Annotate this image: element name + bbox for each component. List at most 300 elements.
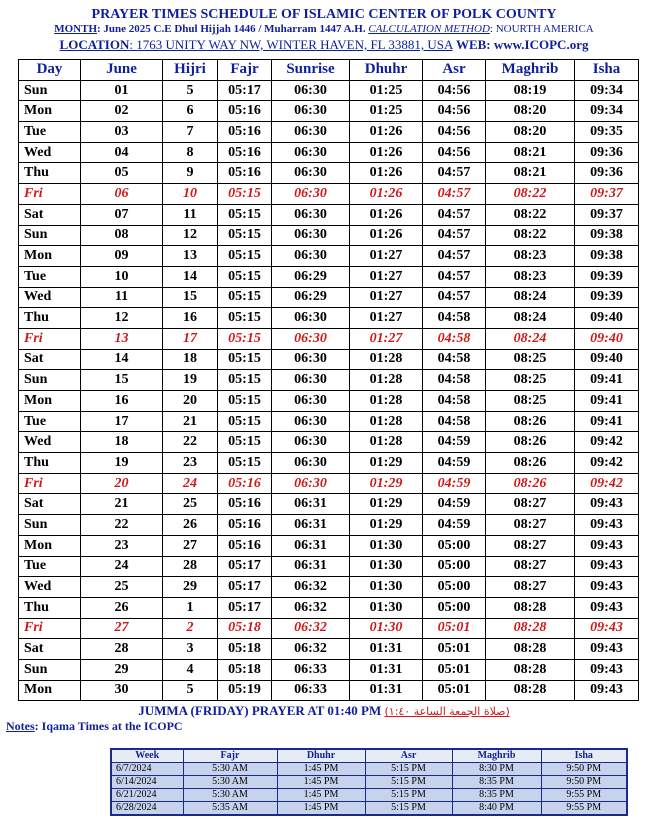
cell-june: 29 bbox=[81, 659, 163, 680]
cell-isha: 09:43 bbox=[575, 577, 639, 598]
cell-hijri: 22 bbox=[163, 432, 218, 453]
cell-dhuhr: 01:30 bbox=[350, 556, 423, 577]
cell-fajr: 05:16 bbox=[218, 494, 272, 515]
cell-hijri: 18 bbox=[163, 349, 218, 370]
jumma-note bbox=[0, 703, 648, 719]
cell-day: Mon bbox=[19, 391, 81, 412]
table-row bbox=[19, 432, 639, 453]
cell-maghrib: 08:23 bbox=[486, 246, 575, 267]
cell-maghrib: 08:26 bbox=[486, 411, 575, 432]
cell-day: Thu bbox=[19, 163, 81, 184]
cell-isha: 09:43 bbox=[575, 515, 639, 536]
cell-fajr: 05:15 bbox=[218, 432, 272, 453]
cell-day: Tue bbox=[19, 411, 81, 432]
cell-dhuhr: 01:26 bbox=[350, 122, 423, 143]
cell-fajr: 05:15 bbox=[218, 391, 272, 412]
cell-sunrise: 06:29 bbox=[272, 266, 350, 287]
iqama-cell-maghrib: 8:30 PM bbox=[452, 763, 541, 776]
table-row bbox=[19, 556, 639, 577]
cell-isha: 09:35 bbox=[575, 122, 639, 143]
cell-sunrise: 06:30 bbox=[272, 349, 350, 370]
cell-june: 25 bbox=[81, 577, 163, 598]
month-label: MONTH bbox=[54, 23, 98, 35]
cell-sunrise: 06:29 bbox=[272, 287, 350, 308]
cell-dhuhr: 01:30 bbox=[350, 577, 423, 598]
iqama-cell-fajr: 5:30 AM bbox=[183, 776, 277, 789]
iqama-cell-dhuhr: 1:45 PM bbox=[277, 776, 365, 789]
cell-hijri: 29 bbox=[163, 577, 218, 598]
cell-asr: 04:59 bbox=[423, 494, 486, 515]
cell-dhuhr: 01:26 bbox=[350, 204, 423, 225]
table-row bbox=[19, 639, 639, 660]
table-row bbox=[19, 659, 639, 680]
iqama-row bbox=[111, 802, 627, 816]
cell-fajr: 05:15 bbox=[218, 287, 272, 308]
table-row bbox=[19, 618, 639, 639]
cell-fajr: 05:16 bbox=[218, 142, 272, 163]
cell-maghrib: 08:26 bbox=[486, 473, 575, 494]
cell-fajr: 05:15 bbox=[218, 328, 272, 349]
cell-asr: 04:58 bbox=[423, 370, 486, 391]
cell-maghrib: 08:20 bbox=[486, 122, 575, 143]
cell-sunrise: 06:31 bbox=[272, 494, 350, 515]
cell-isha: 09:41 bbox=[575, 411, 639, 432]
cell-isha: 09:34 bbox=[575, 80, 639, 101]
table-row bbox=[19, 328, 639, 349]
cell-asr: 05:00 bbox=[423, 577, 486, 598]
cell-dhuhr: 01:28 bbox=[350, 391, 423, 412]
cell-dhuhr: 01:29 bbox=[350, 515, 423, 536]
method-label: CALCULATION METHOD bbox=[368, 23, 490, 35]
cell-isha: 09:42 bbox=[575, 473, 639, 494]
cell-hijri: 1 bbox=[163, 597, 218, 618]
cell-hijri: 17 bbox=[163, 328, 218, 349]
iqama-col-header-maghrib: Maghrib bbox=[452, 749, 541, 763]
cell-maghrib: 08:26 bbox=[486, 432, 575, 453]
cell-isha: 09:43 bbox=[575, 494, 639, 515]
cell-day: Fri bbox=[19, 328, 81, 349]
iqama-cell-asr: 5:15 PM bbox=[365, 763, 452, 776]
cell-hijri: 7 bbox=[163, 122, 218, 143]
cell-sunrise: 06:30 bbox=[272, 411, 350, 432]
cell-asr: 05:01 bbox=[423, 659, 486, 680]
cell-june: 04 bbox=[81, 142, 163, 163]
iqama-cell-week: 6/14/2024 bbox=[111, 776, 183, 789]
cell-fajr: 05:15 bbox=[218, 453, 272, 474]
iqama-col-header-fajr: Fajr bbox=[183, 749, 277, 763]
cell-asr: 04:56 bbox=[423, 142, 486, 163]
cell-hijri: 10 bbox=[163, 184, 218, 205]
cell-asr: 04:58 bbox=[423, 328, 486, 349]
cell-fajr: 05:16 bbox=[218, 535, 272, 556]
cell-maghrib: 08:27 bbox=[486, 577, 575, 598]
col-header-sunrise: Sunrise bbox=[272, 60, 350, 81]
cell-june: 11 bbox=[81, 287, 163, 308]
iqama-cell-isha: 9:50 PM bbox=[541, 776, 627, 789]
cell-asr: 04:58 bbox=[423, 308, 486, 329]
col-header-day: Day bbox=[19, 60, 81, 81]
cell-isha: 09:36 bbox=[575, 163, 639, 184]
cell-hijri: 5 bbox=[163, 680, 218, 701]
cell-asr: 05:01 bbox=[423, 639, 486, 660]
cell-hijri: 14 bbox=[163, 266, 218, 287]
cell-june: 14 bbox=[81, 349, 163, 370]
cell-isha: 09:40 bbox=[575, 308, 639, 329]
cell-fajr: 05:16 bbox=[218, 101, 272, 122]
cell-asr: 04:58 bbox=[423, 391, 486, 412]
cell-hijri: 5 bbox=[163, 80, 218, 101]
cell-sunrise: 06:31 bbox=[272, 535, 350, 556]
col-header-isha: Isha bbox=[575, 60, 639, 81]
cell-hijri: 26 bbox=[163, 515, 218, 536]
cell-isha: 09:37 bbox=[575, 184, 639, 205]
table-row bbox=[19, 473, 639, 494]
cell-fajr: 05:15 bbox=[218, 246, 272, 267]
cell-maghrib: 08:21 bbox=[486, 163, 575, 184]
cell-dhuhr: 01:27 bbox=[350, 328, 423, 349]
cell-isha: 09:42 bbox=[575, 432, 639, 453]
cell-dhuhr: 01:31 bbox=[350, 639, 423, 660]
cell-day: Fri bbox=[19, 473, 81, 494]
cell-maghrib: 08:19 bbox=[486, 80, 575, 101]
col-header-hijri: Hijri bbox=[163, 60, 218, 81]
cell-maghrib: 08:22 bbox=[486, 204, 575, 225]
cell-maghrib: 08:23 bbox=[486, 266, 575, 287]
cell-asr: 04:58 bbox=[423, 349, 486, 370]
cell-day: Wed bbox=[19, 432, 81, 453]
cell-dhuhr: 01:30 bbox=[350, 535, 423, 556]
location-text: : 1763 UNITY WAY NW, WINTER HAVEN, FL 33881, USA bbox=[129, 37, 453, 52]
table-row bbox=[19, 411, 639, 432]
cell-day: Thu bbox=[19, 308, 81, 329]
cell-day: Thu bbox=[19, 597, 81, 618]
iqama-cell-week: 6/21/2024 bbox=[111, 789, 183, 802]
cell-dhuhr: 01:28 bbox=[350, 370, 423, 391]
cell-maghrib: 08:28 bbox=[486, 680, 575, 701]
cell-dhuhr: 01:27 bbox=[350, 266, 423, 287]
iqama-cell-maghrib: 8:35 PM bbox=[452, 776, 541, 789]
cell-dhuhr: 01:30 bbox=[350, 618, 423, 639]
cell-asr: 04:56 bbox=[423, 80, 486, 101]
cell-asr: 04:58 bbox=[423, 411, 486, 432]
notes-label: Notes bbox=[6, 719, 35, 733]
cell-day: Sun bbox=[19, 80, 81, 101]
cell-sunrise: 06:32 bbox=[272, 597, 350, 618]
table-row bbox=[19, 577, 639, 598]
cell-sunrise: 06:33 bbox=[272, 680, 350, 701]
cell-day: Wed bbox=[19, 577, 81, 598]
iqama-cell-maghrib: 8:35 PM bbox=[452, 789, 541, 802]
cell-isha: 09:39 bbox=[575, 287, 639, 308]
cell-asr: 04:59 bbox=[423, 432, 486, 453]
cell-hijri: 15 bbox=[163, 287, 218, 308]
cell-maghrib: 08:28 bbox=[486, 659, 575, 680]
table-row bbox=[19, 515, 639, 536]
cell-isha: 09:40 bbox=[575, 349, 639, 370]
cell-june: 03 bbox=[81, 122, 163, 143]
table-row bbox=[19, 101, 639, 122]
cell-fajr: 05:18 bbox=[218, 639, 272, 660]
cell-sunrise: 06:32 bbox=[272, 639, 350, 660]
cell-asr: 04:57 bbox=[423, 266, 486, 287]
cell-sunrise: 06:31 bbox=[272, 515, 350, 536]
jumma-text: JUMMA (FRIDAY) PRAYER AT 01:40 PM bbox=[138, 703, 382, 718]
table-row bbox=[19, 494, 639, 515]
iqama-header-row bbox=[111, 749, 627, 763]
cell-dhuhr: 01:26 bbox=[350, 163, 423, 184]
cell-asr: 05:00 bbox=[423, 597, 486, 618]
cell-day: Wed bbox=[19, 142, 81, 163]
cell-hijri: 27 bbox=[163, 535, 218, 556]
col-header-fajr: Fajr bbox=[218, 60, 272, 81]
cell-isha: 09:43 bbox=[575, 639, 639, 660]
cell-maghrib: 08:27 bbox=[486, 515, 575, 536]
iqama-cell-maghrib: 8:40 PM bbox=[452, 802, 541, 816]
cell-dhuhr: 01:25 bbox=[350, 101, 423, 122]
cell-day: Thu bbox=[19, 453, 81, 474]
cell-maghrib: 08:25 bbox=[486, 370, 575, 391]
iqama-cell-asr: 5:15 PM bbox=[365, 789, 452, 802]
iqama-cell-week: 6/28/2024 bbox=[111, 802, 183, 816]
table-row bbox=[19, 453, 639, 474]
web-link[interactable]: : www.ICOPC.org bbox=[486, 37, 589, 52]
cell-fajr: 05:15 bbox=[218, 308, 272, 329]
cell-dhuhr: 01:27 bbox=[350, 287, 423, 308]
cell-june: 24 bbox=[81, 556, 163, 577]
table-row bbox=[19, 225, 639, 246]
cell-dhuhr: 01:29 bbox=[350, 494, 423, 515]
cell-sunrise: 06:30 bbox=[272, 80, 350, 101]
col-header-asr: Asr bbox=[423, 60, 486, 81]
cell-june: 07 bbox=[81, 204, 163, 225]
jumma-arabic: (صلاة الجمعة الساعة ١:٤٠) bbox=[384, 705, 510, 718]
iqama-row bbox=[111, 763, 627, 776]
cell-day: Sat bbox=[19, 494, 81, 515]
cell-sunrise: 06:33 bbox=[272, 659, 350, 680]
cell-maghrib: 08:27 bbox=[486, 494, 575, 515]
cell-fajr: 05:17 bbox=[218, 597, 272, 618]
iqama-col-header-week: Week bbox=[111, 749, 183, 763]
col-header-maghrib: Maghrib bbox=[486, 60, 575, 81]
cell-fajr: 05:15 bbox=[218, 266, 272, 287]
cell-fajr: 05:15 bbox=[218, 184, 272, 205]
cell-dhuhr: 01:29 bbox=[350, 453, 423, 474]
month-line bbox=[0, 23, 648, 35]
cell-dhuhr: 01:26 bbox=[350, 225, 423, 246]
table-row bbox=[19, 391, 639, 412]
cell-hijri: 4 bbox=[163, 659, 218, 680]
cell-sunrise: 06:30 bbox=[272, 432, 350, 453]
cell-maghrib: 08:22 bbox=[486, 184, 575, 205]
web-label: WEB bbox=[455, 37, 487, 52]
iqama-cell-isha: 9:50 PM bbox=[541, 763, 627, 776]
col-header-dhuhr: Dhuhr bbox=[350, 60, 423, 81]
prayer-times-table bbox=[18, 59, 639, 701]
cell-fajr: 05:16 bbox=[218, 515, 272, 536]
cell-day: Sat bbox=[19, 639, 81, 660]
table-row bbox=[19, 246, 639, 267]
table-row bbox=[19, 370, 639, 391]
cell-isha: 09:41 bbox=[575, 391, 639, 412]
cell-june: 12 bbox=[81, 308, 163, 329]
cell-day: Sat bbox=[19, 349, 81, 370]
cell-hijri: 19 bbox=[163, 370, 218, 391]
cell-maghrib: 08:27 bbox=[486, 556, 575, 577]
cell-june: 27 bbox=[81, 618, 163, 639]
location-label: LOCATION bbox=[59, 37, 130, 52]
cell-fajr: 05:18 bbox=[218, 618, 272, 639]
cell-hijri: 25 bbox=[163, 494, 218, 515]
cell-asr: 04:59 bbox=[423, 453, 486, 474]
notes-text: : Iqama Times at the ICOPC bbox=[34, 719, 183, 733]
cell-isha: 09:37 bbox=[575, 204, 639, 225]
cell-day: Sun bbox=[19, 370, 81, 391]
iqama-cell-week: 6/7/2024 bbox=[111, 763, 183, 776]
cell-dhuhr: 01:25 bbox=[350, 80, 423, 101]
cell-fajr: 05:16 bbox=[218, 473, 272, 494]
cell-day: Fri bbox=[19, 618, 81, 639]
cell-isha: 09:40 bbox=[575, 328, 639, 349]
cell-sunrise: 06:30 bbox=[272, 142, 350, 163]
cell-day: Mon bbox=[19, 680, 81, 701]
cell-fajr: 05:17 bbox=[218, 577, 272, 598]
cell-maghrib: 08:25 bbox=[486, 349, 575, 370]
iqama-cell-dhuhr: 1:45 PM bbox=[277, 802, 365, 816]
cell-isha: 09:38 bbox=[575, 225, 639, 246]
cell-asr: 05:01 bbox=[423, 680, 486, 701]
cell-fajr: 05:18 bbox=[218, 659, 272, 680]
cell-day: Sun bbox=[19, 515, 81, 536]
cell-isha: 09:42 bbox=[575, 453, 639, 474]
cell-isha: 09:43 bbox=[575, 618, 639, 639]
cell-dhuhr: 01:28 bbox=[350, 349, 423, 370]
cell-june: 15 bbox=[81, 370, 163, 391]
cell-maghrib: 08:27 bbox=[486, 535, 575, 556]
cell-june: 08 bbox=[81, 225, 163, 246]
cell-day: Mon bbox=[19, 101, 81, 122]
cell-asr: 05:00 bbox=[423, 535, 486, 556]
table-row bbox=[19, 287, 639, 308]
cell-june: 21 bbox=[81, 494, 163, 515]
cell-isha: 09:43 bbox=[575, 597, 639, 618]
cell-sunrise: 06:32 bbox=[272, 577, 350, 598]
cell-maghrib: 08:28 bbox=[486, 639, 575, 660]
iqama-cell-dhuhr: 1:45 PM bbox=[277, 789, 365, 802]
table-row bbox=[19, 597, 639, 618]
cell-day: Sat bbox=[19, 204, 81, 225]
cell-day: Tue bbox=[19, 266, 81, 287]
cell-asr: 04:57 bbox=[423, 204, 486, 225]
table-row bbox=[19, 308, 639, 329]
cell-june: 19 bbox=[81, 453, 163, 474]
cell-hijri: 13 bbox=[163, 246, 218, 267]
iqama-col-header-isha: Isha bbox=[541, 749, 627, 763]
iqama-cell-fajr: 5:30 AM bbox=[183, 789, 277, 802]
iqama-table bbox=[110, 748, 628, 816]
cell-sunrise: 06:32 bbox=[272, 618, 350, 639]
cell-maghrib: 08:28 bbox=[486, 618, 575, 639]
cell-dhuhr: 01:26 bbox=[350, 184, 423, 205]
cell-dhuhr: 01:28 bbox=[350, 411, 423, 432]
cell-fajr: 05:17 bbox=[218, 556, 272, 577]
cell-day: Fri bbox=[19, 184, 81, 205]
table-row bbox=[19, 122, 639, 143]
cell-day: Sun bbox=[19, 659, 81, 680]
cell-day: Tue bbox=[19, 122, 81, 143]
cell-sunrise: 06:30 bbox=[272, 246, 350, 267]
cell-fajr: 05:15 bbox=[218, 204, 272, 225]
cell-isha: 09:43 bbox=[575, 535, 639, 556]
cell-dhuhr: 01:27 bbox=[350, 246, 423, 267]
cell-dhuhr: 01:31 bbox=[350, 680, 423, 701]
iqama-col-header-dhuhr: Dhuhr bbox=[277, 749, 365, 763]
cell-day: Sun bbox=[19, 225, 81, 246]
cell-hijri: 3 bbox=[163, 639, 218, 660]
cell-sunrise: 06:30 bbox=[272, 308, 350, 329]
cell-sunrise: 06:30 bbox=[272, 473, 350, 494]
table-header-row bbox=[19, 60, 639, 81]
cell-asr: 04:56 bbox=[423, 122, 486, 143]
cell-maghrib: 08:25 bbox=[486, 391, 575, 412]
cell-isha: 09:41 bbox=[575, 370, 639, 391]
cell-june: 28 bbox=[81, 639, 163, 660]
cell-hijri: 2 bbox=[163, 618, 218, 639]
cell-fajr: 05:17 bbox=[218, 80, 272, 101]
method-text: : NOURTH AMERICA bbox=[489, 23, 594, 35]
cell-maghrib: 08:24 bbox=[486, 328, 575, 349]
cell-asr: 04:57 bbox=[423, 163, 486, 184]
cell-asr: 04:57 bbox=[423, 287, 486, 308]
cell-fajr: 05:15 bbox=[218, 411, 272, 432]
table-row bbox=[19, 349, 639, 370]
cell-june: 22 bbox=[81, 515, 163, 536]
cell-dhuhr: 01:30 bbox=[350, 597, 423, 618]
cell-maghrib: 08:24 bbox=[486, 287, 575, 308]
cell-june: 09 bbox=[81, 246, 163, 267]
cell-sunrise: 06:30 bbox=[272, 391, 350, 412]
cell-june: 30 bbox=[81, 680, 163, 701]
cell-isha: 09:34 bbox=[575, 101, 639, 122]
cell-isha: 09:36 bbox=[575, 142, 639, 163]
cell-asr: 04:59 bbox=[423, 473, 486, 494]
cell-isha: 09:39 bbox=[575, 266, 639, 287]
cell-hijri: 6 bbox=[163, 101, 218, 122]
cell-june: 13 bbox=[81, 328, 163, 349]
cell-maghrib: 08:28 bbox=[486, 597, 575, 618]
cell-june: 26 bbox=[81, 597, 163, 618]
table-row bbox=[19, 80, 639, 101]
cell-dhuhr: 01:29 bbox=[350, 473, 423, 494]
cell-hijri: 21 bbox=[163, 411, 218, 432]
table-row bbox=[19, 142, 639, 163]
table-row bbox=[19, 535, 639, 556]
cell-sunrise: 06:30 bbox=[272, 184, 350, 205]
cell-dhuhr: 01:27 bbox=[350, 308, 423, 329]
iqama-cell-isha: 9:55 PM bbox=[541, 789, 627, 802]
col-header-june: June bbox=[81, 60, 163, 81]
cell-isha: 09:43 bbox=[575, 556, 639, 577]
table-row bbox=[19, 266, 639, 287]
cell-asr: 04:57 bbox=[423, 225, 486, 246]
cell-june: 01 bbox=[81, 80, 163, 101]
cell-hijri: 24 bbox=[163, 473, 218, 494]
cell-dhuhr: 01:26 bbox=[350, 142, 423, 163]
cell-day: Mon bbox=[19, 246, 81, 267]
iqama-col-header-asr: Asr bbox=[365, 749, 452, 763]
cell-dhuhr: 01:31 bbox=[350, 659, 423, 680]
page-title: PRAYER TIMES SCHEDULE OF ISLAMIC CENTER OF POLK COUNTY bbox=[91, 7, 557, 22]
iqama-cell-asr: 5:15 PM bbox=[365, 776, 452, 789]
